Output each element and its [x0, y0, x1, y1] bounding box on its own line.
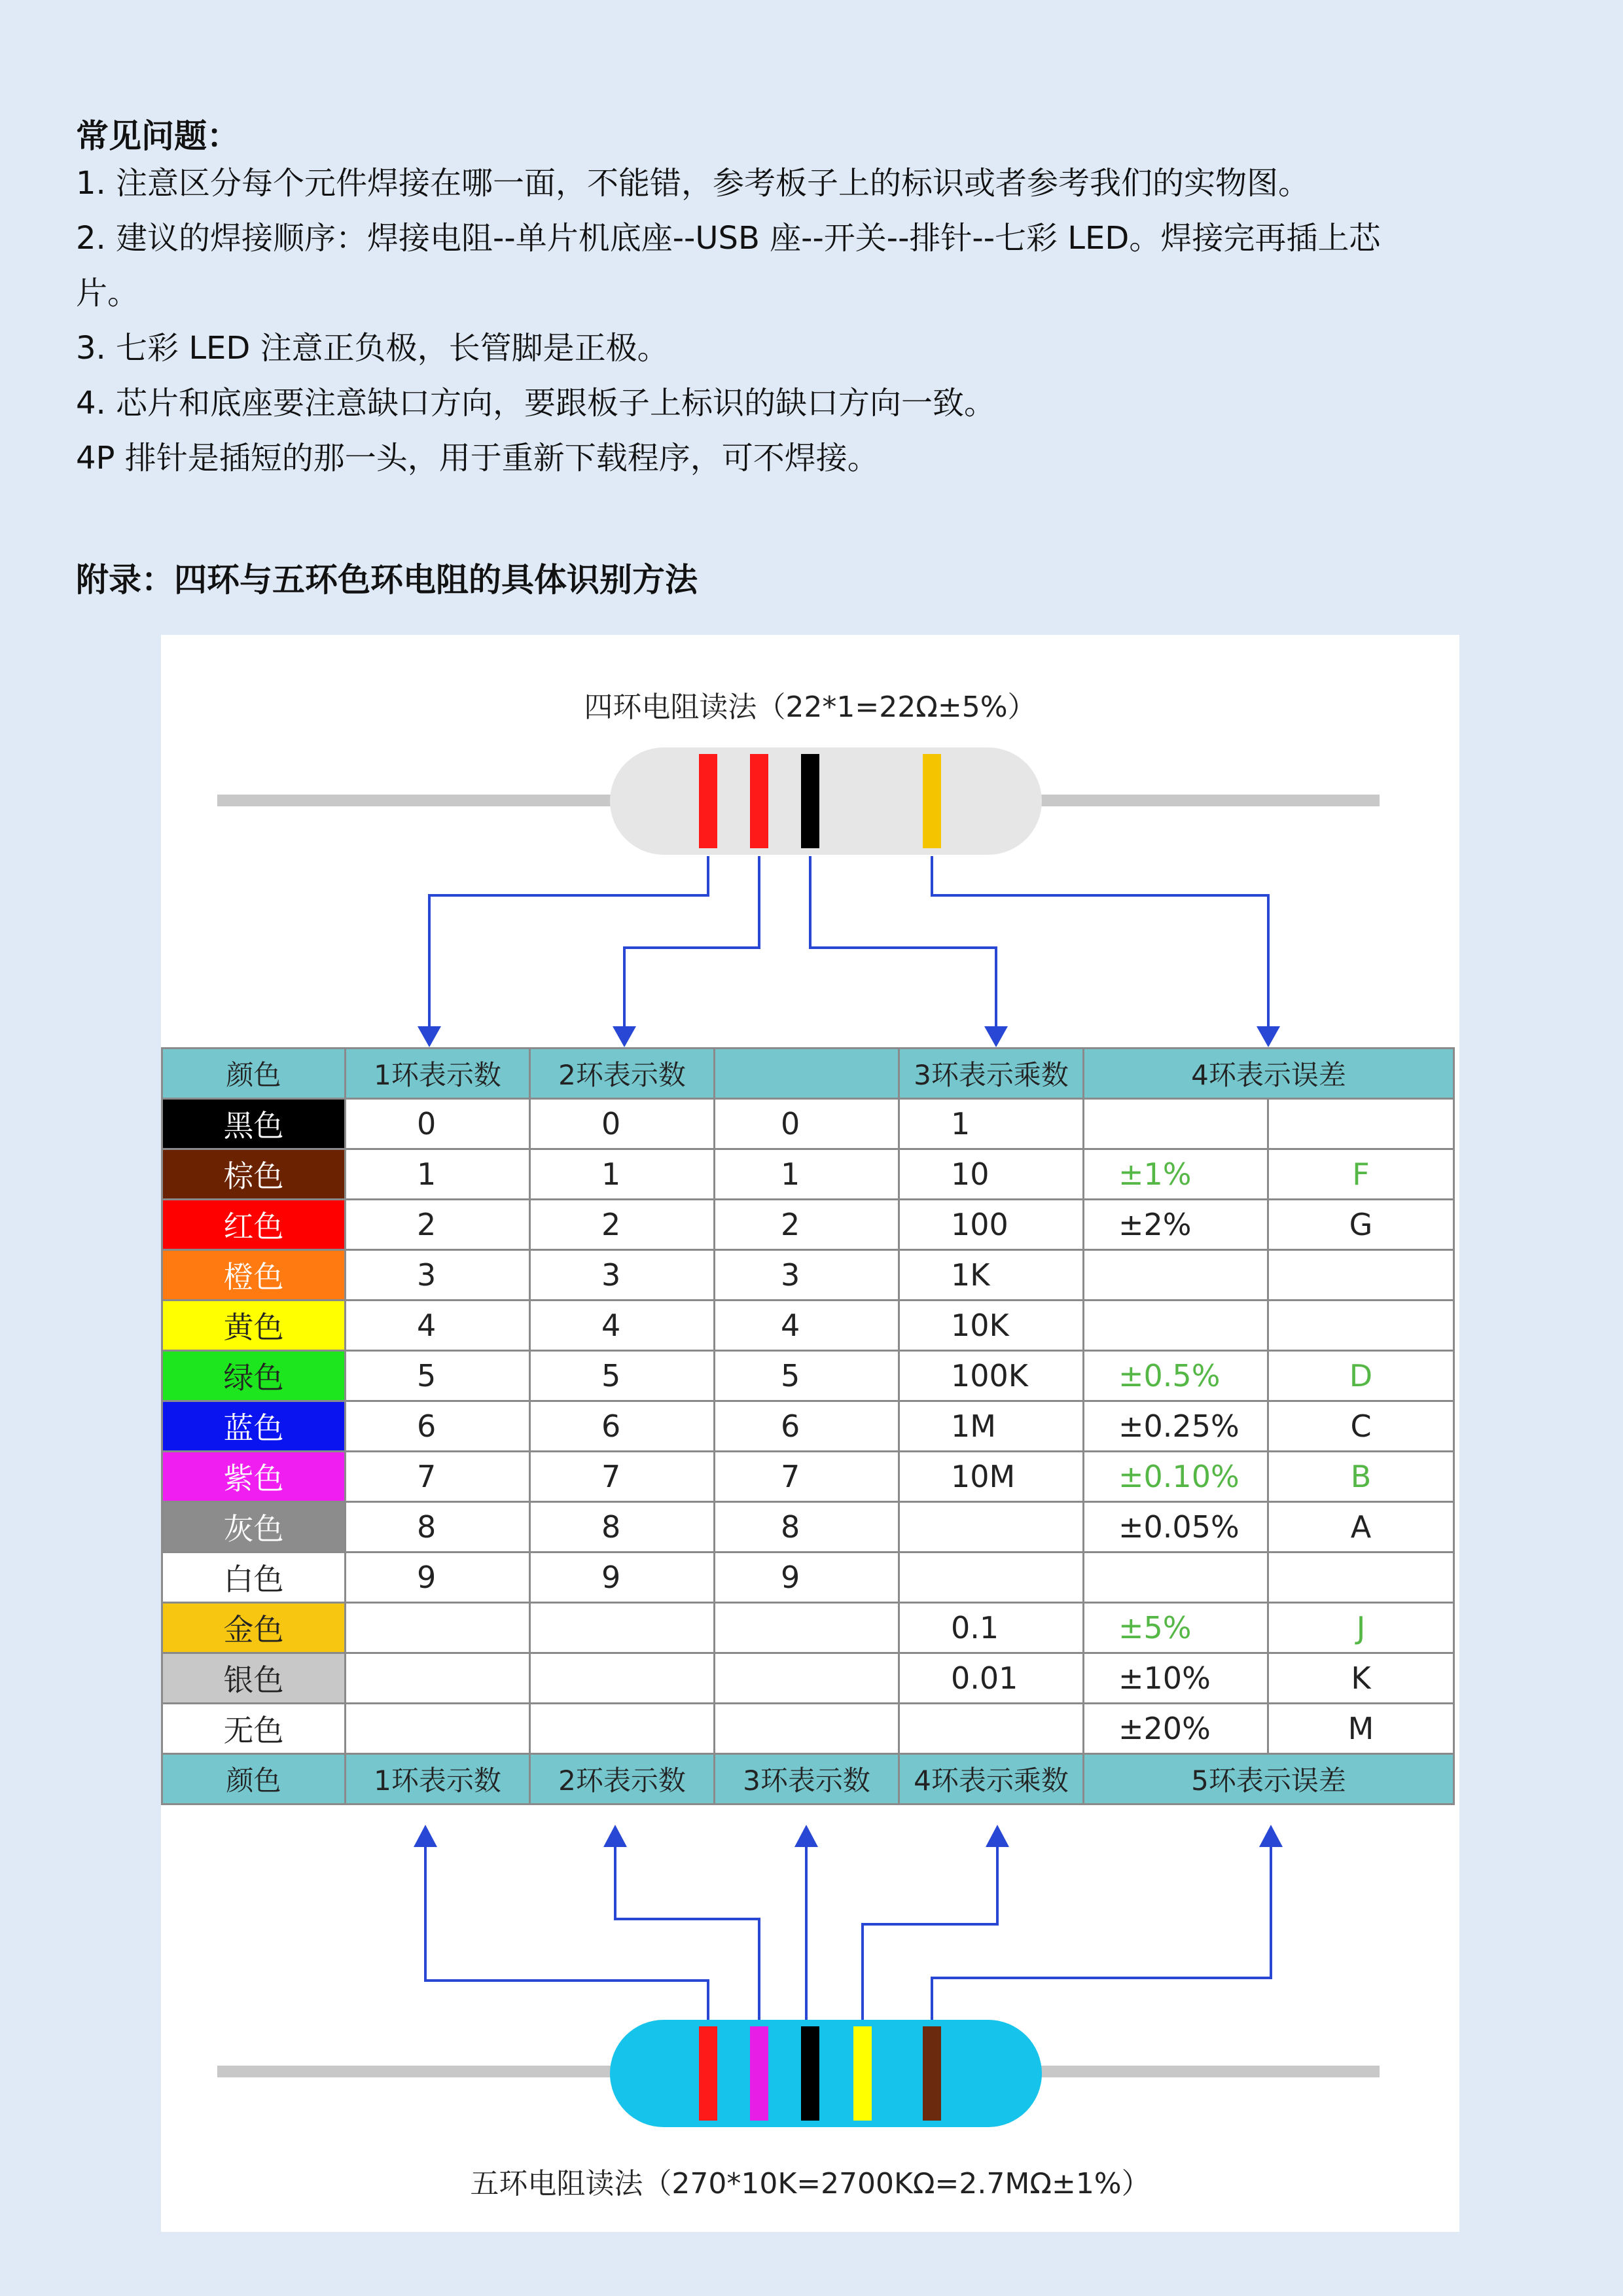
- faq-line: 片。: [76, 275, 139, 312]
- multiplier-cell: [899, 1704, 1084, 1754]
- faq-title: 常见问题：: [76, 117, 240, 155]
- five-band-resistor: [217, 2020, 1380, 2127]
- tolerance-code-cell: A: [1268, 1502, 1454, 1552]
- multiplier-cell: 0.1: [899, 1603, 1084, 1653]
- color-swatch-cell: 棕色: [162, 1149, 346, 1200]
- header-cell: 4环表示误差: [1084, 1049, 1454, 1099]
- faq-line: 4. 芯片和底座要注意缺口方向，要跟板子上标识的缺口方向一致。: [76, 385, 996, 422]
- digit3-cell: 8: [715, 1502, 899, 1552]
- four-band-1: [699, 754, 717, 848]
- digit1-cell: 3: [346, 1250, 530, 1300]
- digit2-cell: 1: [530, 1149, 715, 1200]
- tolerance-code-cell: [1268, 1300, 1454, 1351]
- digit3-cell: [715, 1603, 899, 1653]
- digit2-cell: 2: [530, 1200, 715, 1250]
- multiplier-cell: 1M: [899, 1401, 1084, 1452]
- digit3-cell: 3: [715, 1250, 899, 1300]
- faq-line: 4P 排针是插短的那一头，用于重新下载程序，可不焊接。: [76, 440, 879, 476]
- tolerance-code-cell: [1268, 1099, 1454, 1149]
- five-band-arrowheads: [414, 1825, 1283, 1847]
- digit2-cell: 5: [530, 1351, 715, 1401]
- multiplier-cell: 10: [899, 1149, 1084, 1200]
- header-cell: 3环表示乘数: [899, 1049, 1084, 1099]
- digit1-cell: [346, 1653, 530, 1704]
- header-cell: 5环表示误差: [1084, 1754, 1454, 1804]
- four-band-title: 四环电阻读法（22*1=22Ω±5%）: [584, 691, 1037, 724]
- header-cell: [715, 1049, 899, 1099]
- four-band-resistor: [217, 747, 1380, 855]
- multiplier-cell: [899, 1502, 1084, 1552]
- digit3-cell: 0: [715, 1099, 899, 1149]
- header-cell: 颜色: [162, 1754, 346, 1804]
- digit1-cell: [346, 1603, 530, 1653]
- tolerance-cell: ±0.5%: [1084, 1351, 1268, 1401]
- header-cell: 1环表示数: [346, 1049, 530, 1099]
- tolerance-cell: [1084, 1300, 1268, 1351]
- table-row: [162, 1300, 1454, 1351]
- table-row: [162, 1401, 1454, 1452]
- four-band-arrowheads: [418, 1026, 1280, 1047]
- tolerance-cell: ±20%: [1084, 1704, 1268, 1754]
- color-swatch-cell: 白色: [162, 1552, 346, 1603]
- multiplier-cell: 0.01: [899, 1653, 1084, 1704]
- tolerance-code-cell: M: [1268, 1704, 1454, 1754]
- four-band-4: [923, 754, 941, 848]
- digit3-cell: 9: [715, 1552, 899, 1603]
- digit1-cell: 8: [346, 1502, 530, 1552]
- color-swatch-cell: 紫色: [162, 1452, 346, 1502]
- tolerance-code-cell: K: [1268, 1653, 1454, 1704]
- top-header-row: [162, 1049, 1454, 1099]
- color-swatch-cell: 灰色: [162, 1502, 346, 1552]
- four-band-arrows: [429, 856, 1268, 1028]
- color-swatch-cell: 无色: [162, 1704, 346, 1754]
- five-band-arrows: [425, 1846, 1271, 2021]
- color-swatch-cell: 橙色: [162, 1250, 346, 1300]
- table-row: [162, 1149, 1454, 1200]
- faq-line: 3. 七彩 LED 注意正负极，长管脚是正极。: [76, 330, 669, 367]
- tolerance-cell: ±0.05%: [1084, 1502, 1268, 1552]
- digit3-cell: 7: [715, 1452, 899, 1502]
- tolerance-cell: [1084, 1250, 1268, 1300]
- faq-line: 2. 建议的焊接顺序：焊接电阻--单片机底座--USB 座--开关--排针--七彩 LED。焊接完再插上芯: [76, 220, 1381, 257]
- table-row: [162, 1552, 1454, 1603]
- digit3-cell: [715, 1704, 899, 1754]
- digit2-cell: [530, 1704, 715, 1754]
- tolerance-code-cell: F: [1268, 1149, 1454, 1200]
- digit3-cell: 2: [715, 1200, 899, 1250]
- multiplier-cell: 1: [899, 1099, 1084, 1149]
- color-swatch-cell: 黄色: [162, 1300, 346, 1351]
- five-band-1: [699, 2026, 717, 2121]
- digit2-cell: [530, 1653, 715, 1704]
- four-band-2: [750, 754, 768, 848]
- color-swatch-cell: 银色: [162, 1653, 346, 1704]
- color-swatch-cell: 蓝色: [162, 1401, 346, 1452]
- table-row: [162, 1200, 1454, 1250]
- header-cell: 颜色: [162, 1049, 346, 1099]
- five-band-2: [750, 2026, 768, 2121]
- multiplier-cell: 100K: [899, 1351, 1084, 1401]
- digit3-cell: 1: [715, 1149, 899, 1200]
- tolerance-cell: ±2%: [1084, 1200, 1268, 1250]
- tolerance-cell: ±0.10%: [1084, 1452, 1268, 1502]
- table-row: [162, 1704, 1454, 1754]
- tolerance-cell: [1084, 1099, 1268, 1149]
- tolerance-cell: ±5%: [1084, 1603, 1268, 1653]
- digit1-cell: 4: [346, 1300, 530, 1351]
- color-code-table: [161, 1047, 1455, 1805]
- table-row: [162, 1502, 1454, 1552]
- tolerance-cell: ±0.25%: [1084, 1401, 1268, 1452]
- header-cell: 2环表示数: [530, 1049, 715, 1099]
- digit1-cell: 9: [346, 1552, 530, 1603]
- appendix-title: 附录：四环与五环色环电阻的具体识别方法: [76, 561, 698, 599]
- multiplier-cell: [899, 1552, 1084, 1603]
- tolerance-code-cell: B: [1268, 1452, 1454, 1502]
- header-cell: 4环表示乘数: [899, 1754, 1084, 1804]
- digit3-cell: 6: [715, 1401, 899, 1452]
- digit1-cell: 1: [346, 1149, 530, 1200]
- table-row: [162, 1351, 1454, 1401]
- resistor-body: [610, 2020, 1042, 2127]
- multiplier-cell: 100: [899, 1200, 1084, 1250]
- digit1-cell: 6: [346, 1401, 530, 1452]
- tolerance-code-cell: G: [1268, 1200, 1454, 1250]
- digit2-cell: 8: [530, 1502, 715, 1552]
- digit3-cell: 5: [715, 1351, 899, 1401]
- digit1-cell: 5: [346, 1351, 530, 1401]
- tolerance-code-cell: [1268, 1250, 1454, 1300]
- digit3-cell: [715, 1653, 899, 1704]
- tolerance-code-cell: J: [1268, 1603, 1454, 1653]
- table-row: [162, 1099, 1454, 1149]
- table-row: [162, 1452, 1454, 1502]
- faq-line: 1. 注意区分每个元件焊接在哪一面，不能错，参考板子上的标识或者参考我们的实物图。: [76, 165, 1310, 202]
- four-band-3: [801, 754, 819, 848]
- color-swatch-cell: 黑色: [162, 1099, 346, 1149]
- bottom-header-row: [162, 1754, 1454, 1804]
- multiplier-cell: 10M: [899, 1452, 1084, 1502]
- tolerance-cell: ±10%: [1084, 1653, 1268, 1704]
- multiplier-cell: 10K: [899, 1300, 1084, 1351]
- five-band-4: [853, 2026, 872, 2121]
- digit1-cell: [346, 1704, 530, 1754]
- digit2-cell: 0: [530, 1099, 715, 1149]
- resistor-color-code-figure: [161, 635, 1459, 2232]
- digit1-cell: 7: [346, 1452, 530, 1502]
- table-row: [162, 1250, 1454, 1300]
- tolerance-code-cell: [1268, 1552, 1454, 1603]
- table-row: [162, 1603, 1454, 1653]
- tolerance-cell: [1084, 1552, 1268, 1603]
- color-swatch-cell: 金色: [162, 1603, 346, 1653]
- tolerance-code-cell: D: [1268, 1351, 1454, 1401]
- five-band-3: [801, 2026, 819, 2121]
- digit2-cell: 9: [530, 1552, 715, 1603]
- header-cell: 2环表示数: [530, 1754, 715, 1804]
- digit2-cell: 4: [530, 1300, 715, 1351]
- digit3-cell: 4: [715, 1300, 899, 1351]
- tolerance-code-cell: C: [1268, 1401, 1454, 1452]
- five-band-5: [923, 2026, 941, 2121]
- digit2-cell: 7: [530, 1452, 715, 1502]
- tolerance-cell: ±1%: [1084, 1149, 1268, 1200]
- resistor-body: [610, 747, 1042, 855]
- digit2-cell: [530, 1603, 715, 1653]
- five-band-title: 五环电阻读法（270*10K=2700KΩ=2.7MΩ±1%）: [470, 2167, 1150, 2200]
- digit1-cell: 0: [346, 1099, 530, 1149]
- header-cell: 1环表示数: [346, 1754, 530, 1804]
- table-row: [162, 1653, 1454, 1704]
- digit2-cell: 6: [530, 1401, 715, 1452]
- header-cell: 3环表示数: [715, 1754, 899, 1804]
- color-swatch-cell: 绿色: [162, 1351, 346, 1401]
- digit2-cell: 3: [530, 1250, 715, 1300]
- digit1-cell: 2: [346, 1200, 530, 1250]
- color-swatch-cell: 红色: [162, 1200, 346, 1250]
- multiplier-cell: 1K: [899, 1250, 1084, 1300]
